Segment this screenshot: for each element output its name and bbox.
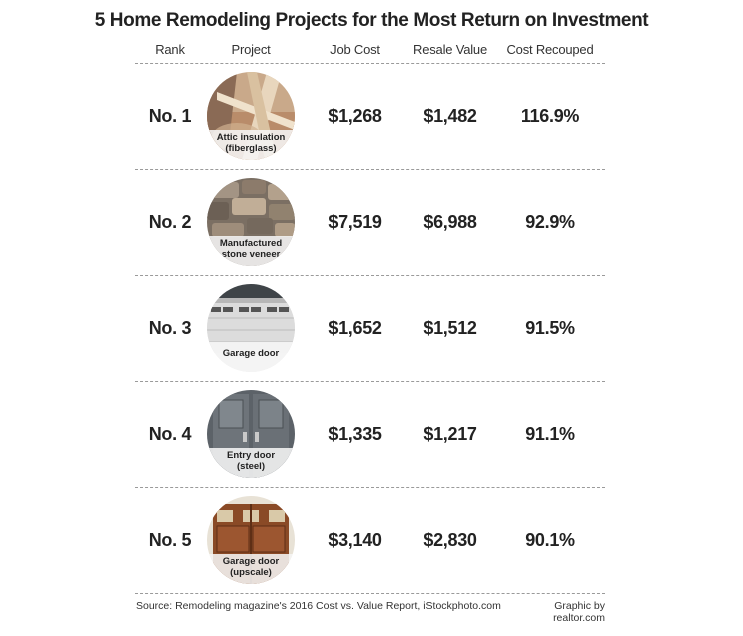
row-divider xyxy=(135,593,605,594)
attic-insulation-icon xyxy=(207,72,295,160)
cost-recouped-value: 90.1% xyxy=(525,530,575,550)
column-header-cost-recouped: Cost Recouped xyxy=(506,42,594,57)
entry-door-icon xyxy=(207,390,295,478)
project-caption-line2: (steel) xyxy=(237,460,265,472)
cost-recouped-value: 91.5% xyxy=(525,318,575,338)
project-caption: Attic insulation xyxy=(216,132,286,143)
project-caption: Entry door xyxy=(226,450,276,461)
resale-value: $1,217 xyxy=(423,424,477,444)
column-header-resale-value: Resale Value xyxy=(413,42,487,57)
table-row xyxy=(0,169,743,275)
job-cost-value: $1,335 xyxy=(328,424,382,444)
column-header-job-cost: Job Cost xyxy=(330,42,380,57)
project-caption-line2: stone veneer xyxy=(221,248,281,260)
rank-label: No. 5 xyxy=(148,530,192,550)
job-cost-value: $1,268 xyxy=(328,106,382,126)
upscale-garage-door-icon xyxy=(207,496,295,584)
column-header-project: Project xyxy=(231,42,271,57)
table-row xyxy=(0,275,743,381)
project-caption: Manufactured xyxy=(219,238,283,249)
rank-label: No. 3 xyxy=(148,318,192,338)
rank-label: No. 2 xyxy=(148,212,192,232)
garage-door-icon xyxy=(207,284,295,372)
table-row xyxy=(0,63,743,169)
source-note: Source: Remodeling magazine's 2016 Cost vs. Value Report, iStockphoto.com xyxy=(136,600,501,612)
rank-label: No. 1 xyxy=(148,106,192,126)
resale-value: $1,512 xyxy=(423,318,477,338)
project-caption-line2: (upscale) xyxy=(230,566,272,578)
cost-recouped-value: 91.1% xyxy=(525,424,575,444)
table-row xyxy=(0,487,743,593)
job-cost-value: $3,140 xyxy=(328,530,382,550)
project-caption-line2: (fiberglass) xyxy=(225,142,277,154)
cost-recouped-value: 116.9% xyxy=(520,106,580,126)
resale-value: $2,830 xyxy=(423,530,477,550)
job-cost-value: $1,652 xyxy=(328,318,382,338)
project-caption: Garage door xyxy=(222,348,280,359)
column-header-rank: Rank xyxy=(155,42,185,57)
stone-veneer-icon xyxy=(207,178,295,266)
chart-title: 5 Home Remodeling Projects for the Most Return on Investment xyxy=(94,10,649,31)
resale-value: $1,482 xyxy=(423,106,477,126)
project-caption: Garage door xyxy=(222,556,280,567)
job-cost-value: $7,519 xyxy=(328,212,382,232)
rank-label: No. 4 xyxy=(148,424,192,444)
resale-value: $6,988 xyxy=(423,212,477,232)
cost-recouped-value: 92.9% xyxy=(525,212,575,232)
table-row xyxy=(0,381,743,487)
graphic-credit: Graphic by realtor.com xyxy=(553,600,605,624)
